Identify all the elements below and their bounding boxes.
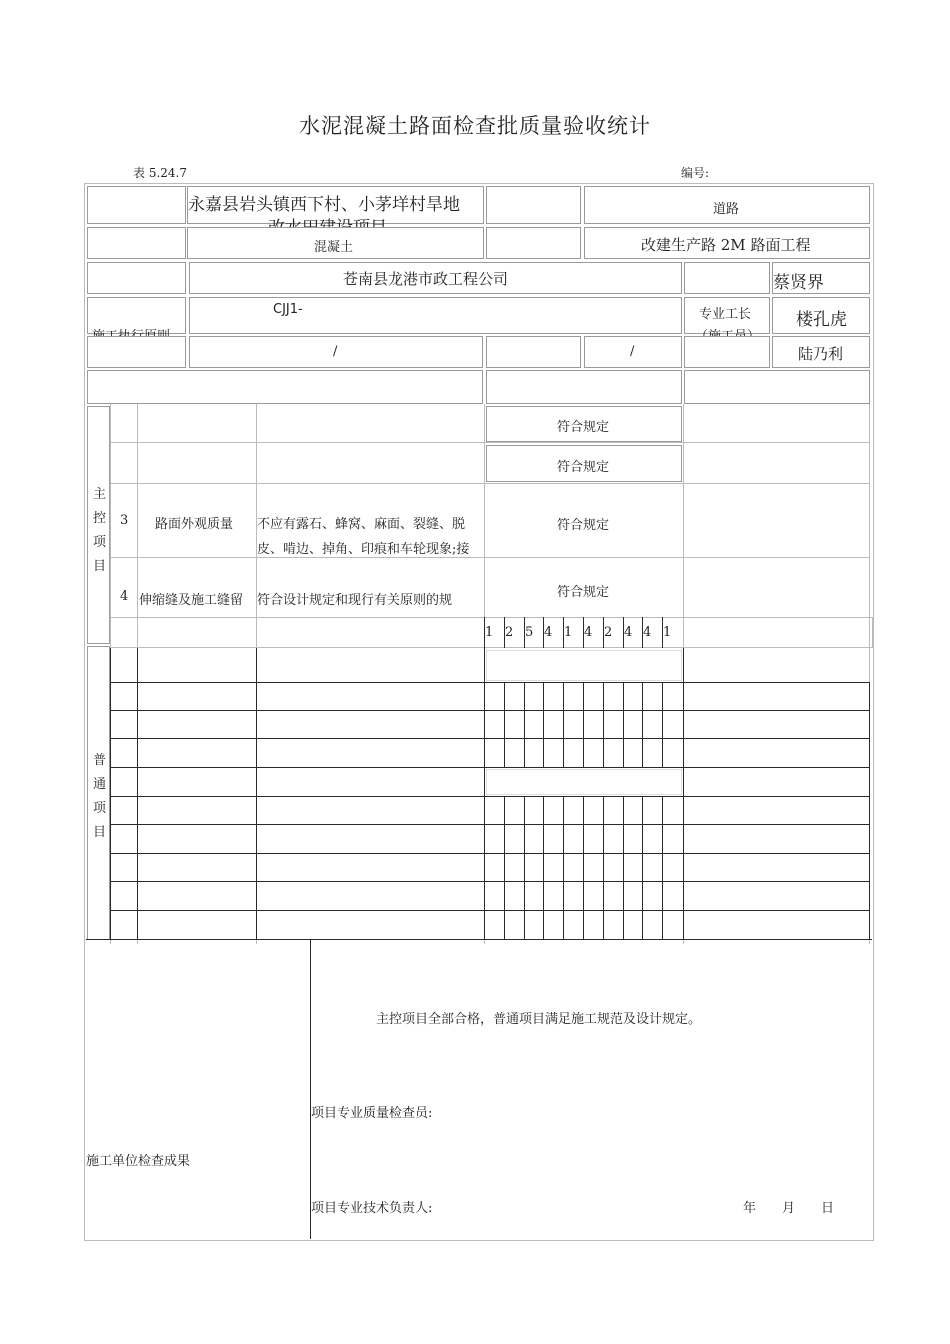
header-cell xyxy=(87,262,186,294)
row-result: 符合规定 xyxy=(557,420,610,435)
measure-column-line xyxy=(623,796,624,940)
inspector-label: 项目专业质量检查员: xyxy=(311,1106,433,1121)
row-number: 4 xyxy=(120,589,129,604)
general-char: 目 xyxy=(93,825,107,840)
road-type: 道路 xyxy=(713,202,740,217)
blank-cell xyxy=(486,769,682,795)
header-cell xyxy=(684,262,770,294)
standard-code: CJJ1- xyxy=(273,302,303,317)
slash-2: / xyxy=(630,344,635,359)
row-item: 路面外观质量 xyxy=(155,517,234,532)
row-result: 符合规定 xyxy=(557,518,610,533)
blank-header-cell xyxy=(87,370,483,404)
tech-lead-label: 项目专业技术负责人: xyxy=(311,1201,433,1216)
row-item: 伸缩缝及施工缝留 xyxy=(139,593,244,608)
main-control-char: 目 xyxy=(93,559,107,574)
slash-cell xyxy=(189,336,483,368)
measure-column-line xyxy=(642,796,643,940)
measure-column-line xyxy=(524,617,525,648)
contractor-cell xyxy=(189,262,682,294)
measure-column-line xyxy=(662,796,663,940)
foreman-label-cell xyxy=(684,297,770,334)
measure-column-line xyxy=(543,682,544,768)
row-requirement: 符合设计规定和现行有关原则的规 xyxy=(257,593,453,608)
slash-cell xyxy=(584,336,682,368)
measure-number: 4 xyxy=(544,625,553,640)
row-requirement: 皮、啃边、掉角、印痕和车轮现象;接 xyxy=(257,542,470,557)
measure-column-line xyxy=(563,682,564,768)
blank-header-cell xyxy=(684,370,870,404)
foreman-label: 专业工长 xyxy=(699,307,752,322)
measure-column-line xyxy=(504,682,505,768)
team-leader: 陆乃利 xyxy=(798,345,844,363)
material-cell xyxy=(187,227,484,259)
measure-column-line xyxy=(662,682,663,768)
sub-project: 改建生产路 2M 路面工程 xyxy=(641,236,811,254)
measure-number: 1 xyxy=(485,625,494,640)
measure-column-line xyxy=(603,682,604,768)
row-result: 符合规定 xyxy=(557,460,610,475)
measure-number: 1 xyxy=(564,625,573,640)
measure-column-line xyxy=(623,682,624,768)
measure-column-line xyxy=(642,682,643,768)
general-label-cell xyxy=(87,646,110,940)
measure-column-line xyxy=(563,796,564,940)
form-number: 表 5.24.7 xyxy=(133,166,187,180)
header-cell xyxy=(87,227,186,259)
manager-cell xyxy=(772,262,870,294)
main-control-label-cell xyxy=(87,406,110,644)
row-requirement: 不应有露石、蜂窝、麻面、裂缝、脱 xyxy=(257,517,466,532)
standard-code-cell xyxy=(189,297,682,334)
header-cell xyxy=(87,336,186,368)
general-char: 项 xyxy=(93,801,107,816)
measure-column-line xyxy=(524,682,525,768)
measure-column-line xyxy=(583,796,584,940)
measure-number: 2 xyxy=(604,625,613,640)
measure-number: 4 xyxy=(584,625,593,640)
slash-1: / xyxy=(333,344,338,359)
main-control-char: 项 xyxy=(93,535,107,550)
conclusion-text: 主控项目全部合格，普通项目满足施工规范及设计规定。 xyxy=(376,1012,702,1027)
blank-cell xyxy=(486,650,682,681)
measure-column-line xyxy=(603,796,604,940)
blank-header-cell xyxy=(486,370,682,404)
measure-column-line xyxy=(563,617,564,648)
general-char: 通 xyxy=(93,777,107,792)
measure-number: 4 xyxy=(624,625,633,640)
manager: 蔡贤界 xyxy=(773,273,824,293)
road-type-cell xyxy=(584,186,870,224)
measure-number: 1 xyxy=(663,625,672,640)
measure-column-line xyxy=(543,617,544,648)
row-result: 符合规定 xyxy=(557,585,610,600)
measure-column-line xyxy=(524,796,525,940)
measure-number: 4 xyxy=(643,625,652,640)
result-label: 施工单位检查成果 xyxy=(86,1154,191,1169)
measure-column-line xyxy=(662,617,663,648)
measure-column-line xyxy=(583,617,584,648)
header-cell xyxy=(684,336,770,368)
serial-label: 编号: xyxy=(681,166,710,180)
material: 混凝土 xyxy=(314,240,354,255)
sub-project-cell xyxy=(584,227,870,259)
standard-label-cell xyxy=(87,297,186,334)
date-label: 年 月 日 xyxy=(743,1201,835,1216)
measure-number: 2 xyxy=(505,625,514,640)
page-title: 水泥混凝土路面检查批质量验收统计 xyxy=(299,114,651,138)
general-char: 普 xyxy=(93,753,107,768)
contractor: 苍南县龙港市政工程公司 xyxy=(343,270,509,288)
foreman-cell xyxy=(772,297,870,334)
row-number: 3 xyxy=(120,513,129,528)
header-cell xyxy=(486,336,581,368)
header-cell xyxy=(87,186,186,224)
result-cell xyxy=(486,560,682,615)
measure-column-line xyxy=(642,617,643,648)
project-name-line1: 永嘉县岩头镇西下村、小茅垟村旱地 xyxy=(188,195,460,215)
measure-number: 5 xyxy=(525,625,534,640)
result-cell xyxy=(486,406,682,442)
measure-column-line xyxy=(504,796,505,940)
project-name-cell xyxy=(187,186,484,224)
measure-column-line xyxy=(543,796,544,940)
measure-column-line xyxy=(623,617,624,648)
result-cell xyxy=(486,486,682,556)
foreman: 楼孔虎 xyxy=(796,310,847,330)
team-leader-cell xyxy=(772,336,870,368)
header-cell xyxy=(486,227,581,259)
main-control-char: 控 xyxy=(93,511,107,526)
header-cell xyxy=(486,186,581,224)
measure-column-line xyxy=(504,617,505,648)
main-control-char: 主 xyxy=(93,487,107,502)
measure-column-line xyxy=(603,617,604,648)
result-cell xyxy=(486,445,682,482)
measure-column-line xyxy=(583,682,584,768)
